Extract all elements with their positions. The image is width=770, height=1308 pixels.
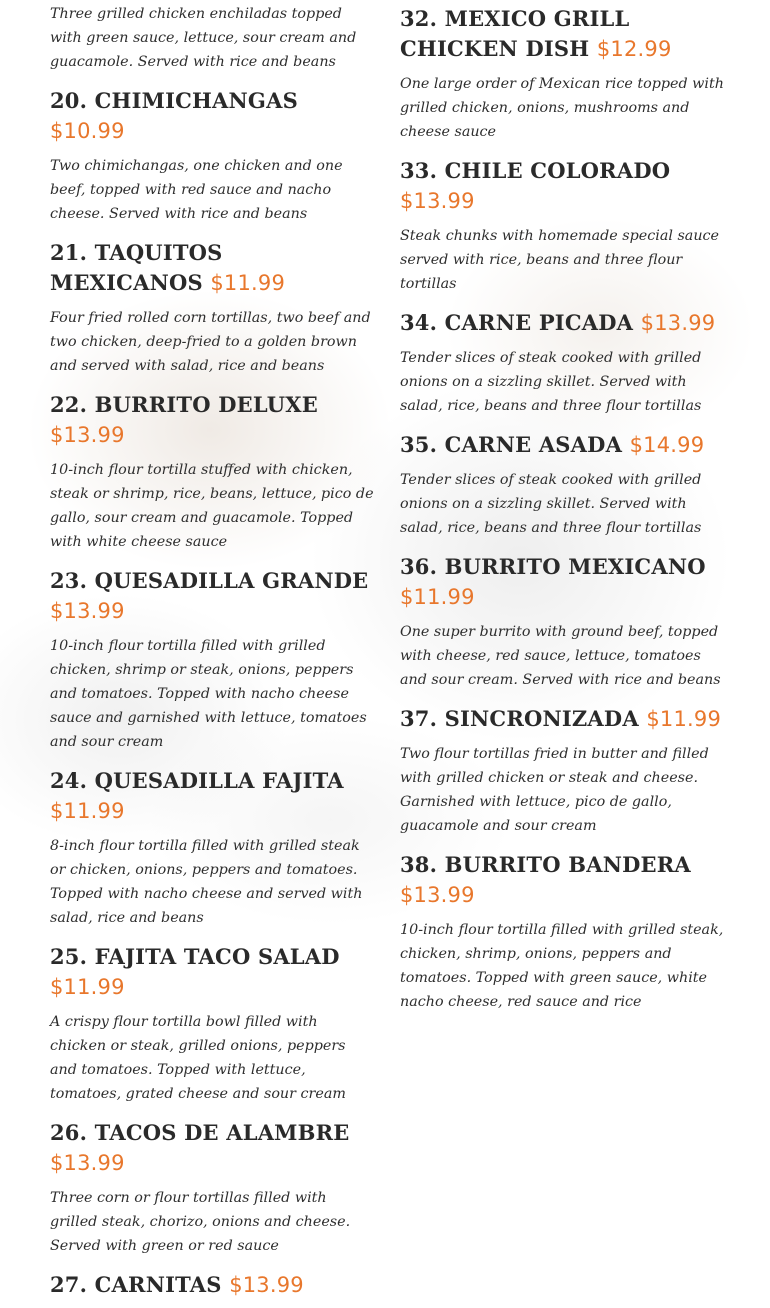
item-title: 22. BURRITO DELUXE $13.99	[50, 392, 318, 447]
menu-item-24	[50, 766, 375, 930]
item-price: $14.99	[629, 433, 705, 457]
menu-column-left	[50, 0, 375, 1308]
item-description: Two flour tortillas fried in butter and filled with grilled chicken or steak and cheese. Garnished with lettuce, pico de gallo, guacamole and sour cream	[400, 746, 709, 834]
item-description: A crispy flour tortilla bowl filled with chicken or steak, grilled onions, peppers and tomatoes. Topped with lettuce, tomatoes, grated cheese and sour cream	[50, 1014, 346, 1102]
menu-item-34	[400, 308, 725, 418]
menu-column-right	[400, 4, 725, 1026]
item-title: 20. CHIMICHANGAS $10.99	[50, 88, 298, 143]
item-title: 35. CARNE ASADA $14.99	[400, 432, 705, 457]
item-description: Tender slices of steak cooked with grilled onions on a sizzling skillet. Served with salad, rice, beans and three flour tortillas	[400, 350, 702, 414]
item-description: 8-inch flour tortilla filled with grilled steak or chicken, onions, peppers and tomatoes. Topped with nacho cheese and served with salad, rice and beans	[50, 838, 363, 926]
item-description: 10-inch flour tortilla filled with grilled chicken, shrimp or steak, onions, peppers and tomatoes. Topped with nacho cheese sauce and garnished with lettuce, tomatoes and sour cream	[50, 638, 367, 750]
menu-item-25	[50, 942, 375, 1106]
item-description: Tender slices of steak cooked with grilled onions on a sizzling skillet. Served with salad, rice, beans and three flour tortillas	[400, 472, 702, 536]
item-description: One super burrito with ground beef, topped with cheese, red sauce, lettuce, tomatoes and sour cream. Served with rice and beans	[400, 624, 721, 688]
item-title: 36. BURRITO MEXICANO $11.99	[400, 554, 706, 609]
item-title: 33. CHILE COLORADO $13.99	[400, 158, 671, 213]
item-price: $13.99	[400, 883, 475, 907]
item-description: Two chimichangas, one chicken and one beef, topped with red sauce and nacho cheese. Served with rice and beans	[50, 158, 343, 222]
item-title: 27. CARNITAS $13.99	[50, 1272, 304, 1297]
item-title: 21. TAQUITOS MEXICANOS $11.99	[50, 240, 286, 295]
item-price: $13.99	[50, 423, 125, 447]
item-price: $12.99	[596, 37, 672, 61]
menu-item-38	[400, 850, 725, 1014]
menu-item-37	[400, 704, 725, 838]
item-title: 23. QUESADILLA GRANDE $13.99	[50, 568, 369, 623]
item-title: 25. FAJITA TACO SALAD $11.99	[50, 944, 340, 999]
menu-item-26	[50, 1118, 375, 1258]
menu-item-23	[50, 566, 375, 754]
item-price: $10.99	[50, 119, 125, 143]
menu-item-32	[400, 4, 725, 144]
item-price: $11.99	[50, 799, 125, 823]
menu-item-21	[50, 238, 375, 378]
item-price: $11.99	[400, 585, 475, 609]
menu-item-35	[400, 430, 725, 540]
menu-item-20	[50, 86, 375, 226]
menu-item-27	[50, 1270, 375, 1300]
menu-item-33	[400, 156, 725, 296]
item-title: 26. TACOS DE ALAMBRE $13.99	[50, 1120, 350, 1175]
item-title: 38. BURRITO BANDERA $13.99	[400, 852, 691, 907]
item-description-continued: Three grilled chicken enchiladas topped with green sauce, lettuce, sour cream and guacamole. Served with rice and beans	[50, 6, 357, 70]
item-description: One large order of Mexican rice topped with grilled chicken, onions, mushrooms and cheese sauce	[400, 76, 724, 140]
item-description: 10-inch flour tortilla stuffed with chicken, steak or shrimp, rice, beans, lettuce, pico de gallo, sour cream and guacamole. Topped with white cheese sauce	[50, 462, 374, 550]
item-price: $11.99	[210, 271, 286, 295]
item-title: 34. CARNE PICADA $13.99	[400, 310, 716, 335]
item-price: $13.99	[229, 1273, 304, 1297]
menu-item-36	[400, 552, 725, 692]
item-description: Four fried rolled corn tortillas, two beef and two chicken, deep-fried to a golden brown and served with salad, rice and beans	[50, 310, 371, 374]
item-price: $11.99	[646, 707, 722, 731]
item-description: Three corn or flour tortillas filled with grilled steak, chorizo, onions and cheese. Served with green or red sauce	[50, 1190, 351, 1254]
item-price: $13.99	[400, 189, 475, 213]
item-title: 37. SINCRONIZADA $11.99	[400, 706, 722, 731]
item-title: 32. MEXICO GRILL CHICKEN DISH $12.99	[400, 6, 672, 61]
item-price: $13.99	[640, 311, 716, 335]
item-description: 10-inch flour tortilla filled with grilled steak, chicken, shrimp, onions, peppers and tomatoes. Topped with green sauce, white nacho cheese, red sauce and rice	[400, 922, 724, 1010]
item-description: Steak chunks with homemade special sauce served with rice, beans and three flour tortillas	[400, 228, 719, 292]
item-price: $13.99	[50, 1151, 125, 1175]
item-title: 24. QUESADILLA FAJITA $11.99	[50, 768, 344, 823]
item-price: $11.99	[50, 975, 125, 999]
menu-item-22	[50, 390, 375, 554]
item-price: $13.99	[50, 599, 125, 623]
